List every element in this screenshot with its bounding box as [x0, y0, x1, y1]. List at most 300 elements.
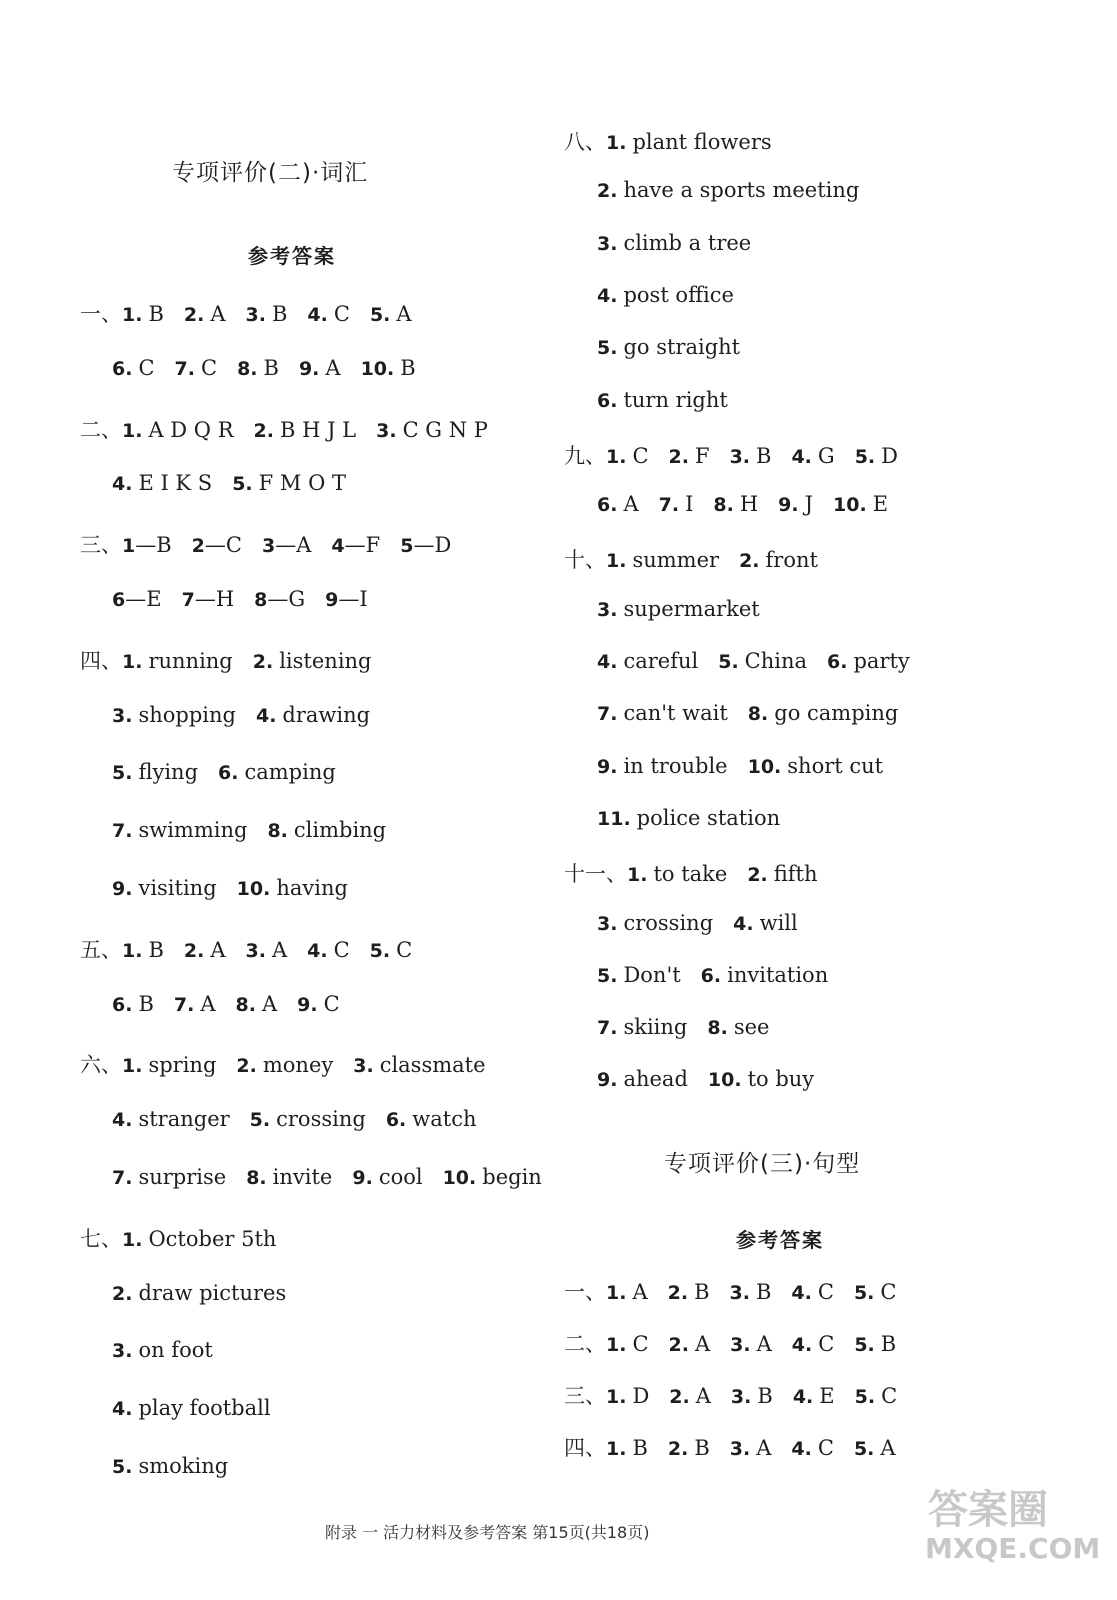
item-answer: party	[853, 649, 910, 673]
item-number: 1.	[627, 864, 648, 887]
question-group-marker: 一、	[564, 1280, 606, 1304]
item-answer: C	[632, 443, 649, 468]
answer-item	[361, 356, 416, 380]
answer-item	[331, 533, 380, 557]
item-number: 1.	[606, 1386, 627, 1408]
question-group-marker: 二、	[564, 1332, 606, 1356]
answer-item	[659, 492, 694, 516]
item-number: 6.	[700, 964, 722, 987]
answer-item	[297, 992, 340, 1016]
item-number: 1.	[606, 1438, 627, 1460]
answer-item	[307, 302, 350, 326]
item-number: 9.	[112, 878, 133, 900]
answer-item	[597, 911, 713, 935]
item-answer: shopping	[138, 702, 236, 727]
answer-item	[246, 1165, 332, 1189]
item-answer: A	[271, 937, 288, 962]
question-group-marker: 七、	[80, 1226, 122, 1251]
item-answer: skiing	[623, 1015, 688, 1040]
item-number: 7.	[112, 820, 133, 843]
item-number: 5.	[597, 964, 618, 987]
item-answer: supermarket	[623, 596, 760, 621]
item-number: 5.	[854, 1334, 875, 1356]
item-answer: B	[138, 991, 154, 1016]
item-answer: E I K S	[138, 471, 213, 496]
item-answer: spring	[148, 1053, 217, 1078]
item-answer: will	[759, 910, 798, 935]
item-number: 1.	[122, 304, 143, 326]
answer-line	[80, 645, 392, 675]
item-answer: A	[695, 1384, 711, 1408]
item-answer: —G	[267, 587, 306, 611]
item-answer: C	[396, 937, 413, 962]
item-answer: cool	[378, 1165, 423, 1189]
answer-line	[564, 858, 838, 888]
item-number: 1.	[122, 419, 143, 442]
item-answer: —C	[204, 533, 242, 558]
answer-item	[112, 1107, 230, 1131]
question-group-marker: 八、	[564, 130, 606, 154]
left-title: 专项评价(二)·词汇	[172, 160, 369, 186]
item-number: 2.	[668, 445, 689, 468]
item-number: 1.	[606, 1282, 627, 1304]
item-number: 3.	[729, 445, 751, 468]
item-number: 2.	[236, 1055, 257, 1078]
item-number: 10.	[236, 878, 271, 900]
item-answer: C	[880, 1280, 897, 1304]
item-number: 1.	[606, 550, 627, 573]
item-answer: B	[400, 355, 416, 380]
answer-item	[112, 1396, 271, 1420]
question-group-marker: 九、	[564, 443, 606, 468]
question-group-marker: 十、	[564, 548, 606, 573]
item-answer: A	[210, 302, 226, 326]
item-number: 4.	[112, 473, 133, 496]
item-answer: —A	[275, 533, 312, 558]
answer-line	[112, 1165, 562, 1189]
item-number: 1.	[122, 1055, 143, 1078]
item-number: 2.	[183, 304, 205, 326]
item-number: 7.	[112, 1167, 133, 1189]
question-group-marker: 三、	[80, 533, 122, 558]
item-answer: B	[694, 1436, 710, 1460]
item-answer: F	[694, 443, 710, 468]
watermark-logo: 答案圈	[928, 1487, 1048, 1533]
answer-line	[597, 911, 818, 935]
item-number: 1.	[606, 445, 627, 468]
item-answer: can't wait	[623, 701, 728, 726]
item-answer: B	[271, 302, 288, 326]
item-answer: front	[765, 548, 818, 573]
item-number: 2.	[668, 1334, 689, 1356]
item-number: 3.	[597, 912, 618, 935]
answer-item	[718, 649, 807, 673]
answer-item	[855, 1384, 898, 1408]
answer-item	[376, 418, 488, 442]
item-answer: B H J L	[279, 417, 357, 442]
item-number: 2.	[669, 1386, 690, 1408]
answer-item	[122, 649, 233, 673]
item-answer: draw pictures	[138, 1280, 287, 1305]
answer-item	[597, 1067, 688, 1091]
answer-item	[597, 597, 760, 621]
item-answer: post office	[623, 282, 734, 307]
item-number: 1.	[122, 1228, 143, 1251]
item-number: 4.	[791, 1438, 812, 1460]
answer-item	[352, 1165, 422, 1189]
item-number: 5.	[718, 651, 739, 673]
item-number: 5.	[369, 939, 391, 962]
item-number: 11.	[597, 807, 631, 830]
answer-item	[597, 754, 728, 778]
item-answer: smoking	[138, 1454, 229, 1478]
item-number: 7.	[658, 494, 680, 517]
answer-item	[669, 444, 710, 468]
item-number: 2	[191, 535, 205, 558]
item-number: 10.	[747, 755, 782, 778]
answer-item	[739, 548, 818, 572]
answer-line	[80, 1049, 506, 1079]
item-number: 5.	[854, 1386, 876, 1408]
item-number: 2.	[253, 419, 274, 442]
answer-item	[254, 418, 357, 442]
item-answer: begin	[482, 1165, 542, 1189]
item-number: 8.	[707, 1017, 728, 1040]
item-number: 3.	[729, 1438, 751, 1460]
item-number: 5.	[853, 1282, 875, 1304]
item-number: 3.	[597, 598, 618, 621]
item-number: 9.	[597, 1069, 618, 1092]
answer-line	[597, 963, 848, 987]
answer-item	[112, 1281, 286, 1305]
answer-item	[112, 760, 198, 784]
answer-item	[827, 649, 910, 673]
item-answer: B	[263, 355, 279, 380]
question-group-marker: 四、	[80, 648, 122, 673]
answer-item	[791, 1280, 834, 1304]
item-answer: invitation	[727, 962, 829, 987]
item-answer: drawing	[282, 702, 371, 727]
item-answer: I	[685, 492, 694, 517]
item-number: 10.	[833, 494, 867, 517]
answer-item	[854, 1436, 896, 1460]
answer-line	[80, 934, 432, 964]
item-answer: J	[804, 492, 814, 517]
item-answer: listening	[279, 648, 372, 673]
question-group-marker: 十一、	[564, 862, 627, 887]
answer-item	[597, 963, 681, 987]
item-number: 9.	[597, 755, 618, 778]
answer-line	[564, 1328, 916, 1358]
item-answer: A	[325, 355, 341, 380]
answer-line	[597, 597, 780, 621]
answer-item	[669, 1332, 711, 1356]
answer-item	[184, 302, 226, 326]
item-answer: E	[872, 492, 889, 517]
item-answer: —H	[194, 587, 235, 611]
answer-item	[325, 587, 368, 611]
answer-item	[733, 911, 798, 935]
item-answer: —B	[135, 533, 172, 558]
item-number: 3.	[376, 419, 397, 442]
answer-item	[792, 1332, 835, 1356]
answer-item	[707, 1015, 769, 1039]
answer-item	[701, 963, 829, 987]
item-answer: go camping	[774, 701, 899, 726]
item-number: 3	[261, 535, 276, 558]
item-answer: B	[694, 1280, 710, 1304]
item-answer: C	[200, 355, 218, 380]
item-answer: A	[632, 1280, 648, 1304]
answer-item	[731, 1384, 773, 1408]
item-number: 4.	[791, 445, 812, 468]
answer-line	[112, 760, 356, 784]
answer-item	[112, 587, 162, 611]
answer-line	[112, 818, 406, 842]
answer-line	[597, 231, 771, 255]
answer-item	[267, 818, 386, 842]
answer-item	[112, 992, 154, 1016]
item-number: 4.	[792, 1386, 814, 1408]
answer-item	[597, 492, 639, 516]
item-answer: see	[733, 1015, 770, 1040]
item-number: 2.	[183, 939, 205, 962]
item-answer: A	[261, 991, 278, 1016]
item-answer: A	[756, 1332, 772, 1356]
answer-line	[564, 126, 792, 156]
item-answer: H	[739, 492, 759, 517]
item-number: 4.	[112, 1109, 133, 1132]
answer-line	[564, 440, 918, 470]
item-answer: A	[210, 937, 226, 962]
answer-item	[597, 231, 751, 255]
item-answer: B	[755, 1280, 772, 1304]
item-answer: G	[817, 443, 835, 468]
answer-item	[597, 283, 734, 307]
item-answer: F M O T	[258, 471, 346, 496]
item-number: 8.	[246, 1167, 267, 1189]
answer-line	[597, 806, 800, 830]
item-number: 1	[122, 535, 136, 558]
answer-line	[597, 335, 760, 359]
item-number: 4.	[791, 1334, 813, 1356]
item-answer: classmate	[379, 1053, 486, 1078]
answer-item	[606, 1280, 648, 1304]
item-number: 1.	[122, 650, 143, 673]
item-answer: police station	[636, 805, 781, 830]
answer-item	[730, 444, 772, 468]
item-answer: —I	[338, 587, 368, 611]
item-answer: fifth	[773, 862, 818, 887]
answer-item	[791, 1436, 834, 1460]
item-answer: A	[880, 1436, 896, 1460]
item-answer: in trouble	[623, 753, 728, 778]
item-answer: C	[632, 1332, 649, 1356]
item-answer: stranger	[138, 1107, 230, 1132]
item-answer: —F	[344, 533, 381, 558]
item-answer: B	[632, 1436, 648, 1460]
answer-item	[112, 818, 247, 842]
answer-item	[597, 1015, 687, 1039]
answer-item	[370, 938, 413, 962]
item-number: 1.	[606, 1334, 627, 1356]
item-number: 3.	[112, 1340, 133, 1363]
item-number: 5.	[232, 473, 253, 496]
item-answer: A	[756, 1436, 772, 1460]
item-answer: B	[757, 1384, 773, 1408]
item-number: 10.	[707, 1069, 742, 1092]
item-answer: China	[744, 649, 808, 673]
answer-item	[669, 1384, 711, 1408]
item-number: 5.	[112, 1456, 133, 1478]
answer-item	[174, 992, 216, 1016]
item-number: 6.	[112, 993, 133, 1016]
item-number: 8.	[237, 357, 258, 380]
answer-item	[606, 444, 649, 468]
answer-line	[80, 414, 508, 444]
item-number: 8.	[267, 820, 288, 843]
answer-item	[855, 444, 898, 468]
question-group-marker: 四、	[564, 1436, 606, 1460]
item-answer: climbing	[293, 818, 387, 843]
item-answer: surprise	[138, 1165, 227, 1189]
item-number: 7.	[173, 993, 195, 1016]
item-number: 2.	[112, 1282, 133, 1305]
item-number: 5.	[854, 445, 876, 468]
item-number: 5	[400, 535, 414, 558]
item-number: 1.	[122, 939, 143, 962]
item-number: 3.	[730, 1386, 752, 1408]
item-number: 4.	[255, 704, 277, 727]
item-number: 9.	[298, 357, 320, 380]
answer-item	[730, 1280, 772, 1304]
item-answer: climb a tree	[623, 230, 752, 255]
item-answer: crossing	[276, 1107, 366, 1132]
answer-item	[122, 938, 164, 962]
item-answer: money	[262, 1053, 334, 1078]
item-answer: running	[148, 648, 233, 673]
answer-item	[778, 492, 813, 516]
item-answer: C	[881, 1384, 898, 1408]
answer-item	[791, 444, 834, 468]
answer-item	[606, 1436, 648, 1460]
answer-item	[597, 335, 740, 359]
answer-item	[606, 130, 772, 154]
item-answer: C	[138, 355, 155, 380]
item-number: 5.	[369, 304, 391, 326]
answer-line	[112, 587, 388, 611]
answer-item	[122, 418, 234, 442]
answer-item	[236, 992, 278, 1016]
item-number: 9.	[778, 494, 799, 517]
item-answer: flying	[138, 760, 199, 785]
item-number: 3.	[245, 304, 266, 326]
item-answer: D	[632, 1384, 650, 1408]
answer-item	[122, 1227, 276, 1251]
answer-line	[80, 1223, 296, 1253]
answer-item	[668, 1280, 710, 1304]
answer-item	[246, 302, 288, 326]
item-number: 6.	[385, 1109, 407, 1132]
answer-line	[112, 703, 390, 727]
answer-line	[597, 1067, 834, 1091]
answer-item	[236, 1053, 333, 1077]
answer-line	[597, 754, 903, 778]
answer-item	[254, 587, 305, 611]
answer-item	[246, 938, 288, 962]
answer-item	[112, 356, 155, 380]
answer-line	[112, 876, 368, 900]
item-answer: October 5th	[148, 1226, 277, 1251]
item-answer: turn right	[623, 387, 728, 412]
item-answer: have a sports meeting	[623, 178, 860, 203]
item-number: 6.	[218, 762, 239, 785]
answer-line	[597, 701, 918, 725]
answer-item	[353, 1053, 485, 1077]
item-number: 5.	[853, 1438, 875, 1460]
item-number: 7.	[597, 703, 618, 726]
question-group-marker: 五、	[80, 937, 122, 962]
answer-line	[80, 298, 432, 328]
item-number: 3.	[245, 939, 266, 962]
section3-subtitle: 参考答案	[736, 1228, 824, 1252]
answer-item	[854, 1280, 897, 1304]
answer-item	[182, 587, 235, 611]
answer-item	[854, 1332, 896, 1356]
answer-item	[597, 701, 728, 725]
answer-item	[175, 356, 218, 380]
item-number: 9	[325, 589, 339, 611]
item-number: 1.	[606, 132, 627, 154]
section3-title: 专项评价(三)·句型	[664, 1151, 861, 1177]
answer-item	[122, 1053, 216, 1077]
answer-line	[80, 529, 471, 559]
answer-item	[112, 1338, 213, 1362]
answer-line	[597, 492, 908, 516]
answer-item	[748, 701, 899, 725]
item-answer: careful	[623, 649, 699, 673]
question-group-marker: 六、	[80, 1053, 122, 1078]
item-answer: ahead	[623, 1067, 688, 1092]
left-subtitle: 参考答案	[248, 244, 336, 268]
answer-line	[597, 388, 748, 412]
item-answer: C	[818, 1332, 835, 1356]
answer-item	[184, 938, 226, 962]
item-number: 8.	[747, 703, 769, 726]
item-number: 2.	[667, 1282, 689, 1304]
item-number: 6	[112, 589, 126, 611]
item-answer: camping	[244, 760, 336, 785]
answer-item	[112, 471, 212, 495]
answer-line	[597, 1015, 789, 1039]
answer-line	[112, 1454, 248, 1478]
answer-item	[370, 302, 412, 326]
item-number: 8	[254, 589, 268, 611]
item-number: 5.	[597, 337, 618, 360]
item-answer: plant flowers	[632, 130, 772, 154]
answer-item	[237, 356, 279, 380]
answer-item	[256, 703, 370, 727]
answer-item	[112, 703, 236, 727]
item-number: 9.	[297, 993, 318, 1016]
answer-item	[250, 1107, 366, 1131]
item-number: 2.	[739, 550, 760, 573]
answer-item	[748, 754, 884, 778]
item-answer: C	[333, 302, 350, 326]
answer-item	[747, 862, 817, 886]
item-answer: summer	[632, 548, 720, 573]
answer-line	[112, 471, 366, 495]
